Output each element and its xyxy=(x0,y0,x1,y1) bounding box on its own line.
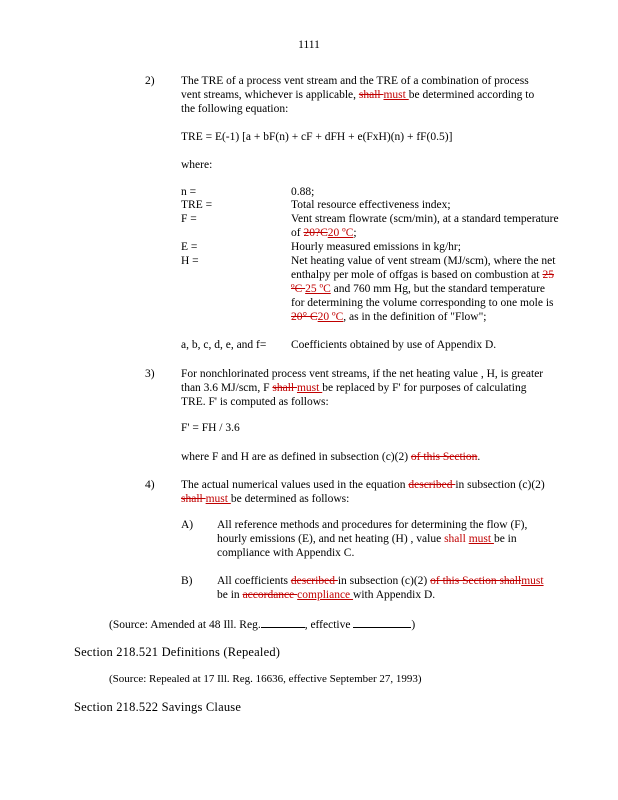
definition-symbol: F = xyxy=(181,213,197,225)
definition-text: Vent stream flowrate (scm/min), at a standard temperature of xyxy=(291,213,559,239)
source-effective-text: , effective xyxy=(304,619,354,631)
sub-a-text-a: All reference methods and procedures for determining the flow (F), hourly emissions (E), and net heating (H) , value xyxy=(217,519,528,545)
item-4-text-c: be determined as follows: xyxy=(230,493,350,505)
item-2-text-b: be determined according to the following equation: xyxy=(181,89,535,115)
item-3-paragraph xyxy=(181,367,546,409)
definition-text: ; xyxy=(353,227,357,239)
item-4-text-b: in subsection (c)(2) xyxy=(455,479,545,491)
item-4-text-a: The actual numerical values used in the equation xyxy=(181,479,409,491)
item-3-insertion: must xyxy=(296,382,323,394)
source-amended-text: (Source: Amended at 48 Ill. Reg. xyxy=(109,619,261,631)
definition-text: Hourly measured emissions in kg/hr; xyxy=(291,241,461,253)
definition-description xyxy=(291,198,561,212)
definition-text: Total resource effectiveness index; xyxy=(291,199,451,211)
sub-b-text-b: in subsection (c)(2) xyxy=(337,575,431,587)
item-2-number: 2) xyxy=(145,75,155,87)
item-3-after-end: . xyxy=(477,451,481,463)
definition-symbol: n = xyxy=(181,186,197,198)
item-2-deletion: shall xyxy=(358,89,384,101)
definition-symbol: a, b, c, d, e, and f= xyxy=(181,339,267,351)
item-3-after-deletion: of this Section xyxy=(410,451,478,463)
definition-description xyxy=(291,240,561,254)
item-2-paragraph xyxy=(181,74,546,116)
definition-symbol: H = xyxy=(181,255,199,267)
definition-description xyxy=(291,185,561,199)
item-3-text-a: For nonchlorinated process vent streams, if the net heating value , H, is greater than 3.6 MJ/scm, F xyxy=(181,368,544,394)
section-521-heading: Section 218.521 Definitions (Repealed) xyxy=(74,645,281,659)
definition-text: , as in the definition of "Flow"; xyxy=(343,311,487,323)
item-4-paragraph xyxy=(181,478,546,506)
sub-b-deletion-4: accordance xyxy=(242,589,298,601)
definition-insertion: 20 ºC xyxy=(327,227,354,239)
f-prime-equation: F' = FH / 3.6 xyxy=(181,422,240,434)
sub-a-label: A) xyxy=(181,519,194,531)
item-4-number: 4) xyxy=(145,479,155,491)
definition-text: Coefficients obtained by use of Appendix D. xyxy=(291,339,497,351)
item-4-deletion-2: shall xyxy=(181,493,206,505)
definition-text: Net heating value of vent stream (MJ/scm), where the net enthalpy per mole of offgas is based on combustion at xyxy=(291,255,556,281)
definition-text: and 760 mm Hg, but the standard temperature for determining the volume corresponding to one mole is xyxy=(291,283,554,309)
where-label: where: xyxy=(181,159,213,171)
definition-description xyxy=(291,338,561,352)
source-amended xyxy=(109,617,415,632)
item-4-deletion-1: described xyxy=(408,479,456,491)
definitions-list xyxy=(181,185,561,355)
definition-deletion: 20?C xyxy=(303,227,328,239)
definition-deletion: 25 ºC xyxy=(291,269,554,295)
sub-b-deletion-3: shall xyxy=(499,575,522,587)
item-3-number: 3) xyxy=(145,368,155,380)
item-3-text-b: be replaced by F' for purposes of calculating TRE. F' is computed as follows: xyxy=(181,382,527,408)
sub-b-text-c: be in xyxy=(217,589,243,601)
definition-insertion: 25 ºC xyxy=(305,283,331,295)
definition-deletion: 20° C xyxy=(291,311,318,323)
definition-text: 0.88; xyxy=(291,186,315,198)
source-close-paren: ) xyxy=(411,619,416,631)
sub-b-text-d: with Appendix D. xyxy=(353,589,436,601)
item-4-insertion: must xyxy=(205,493,231,505)
sub-b-label: B) xyxy=(181,575,193,587)
item-3-after xyxy=(181,450,551,464)
sub-b-insertion-1: must xyxy=(521,575,544,587)
blank-register-number xyxy=(261,617,305,628)
sub-b-deletion-2: of this Section xyxy=(430,575,500,587)
item-3-after-text: where F and H are as defined in subsection (c)(2) xyxy=(181,451,411,463)
sub-a-text-b: be in compliance with Appendix C. xyxy=(217,533,517,559)
tre-equation: TRE = E(-1) [a + bF(n) + cF + dFH + e(FxH)(n) + fF(0.5)] xyxy=(181,131,453,143)
sub-a-paragraph xyxy=(217,518,557,560)
sub-b-text-a: All coefficients xyxy=(217,575,291,587)
page-number: 1111 xyxy=(298,39,320,51)
item-2-text-a: The TRE of a process vent stream and the TRE of a combination of process vent streams, whichever is applicable, xyxy=(181,75,529,101)
definition-symbol: E = xyxy=(181,241,198,253)
sub-b-paragraph xyxy=(217,574,547,602)
sub-a-shall: shall xyxy=(444,533,469,545)
sub-b-deletion-1: described xyxy=(290,575,338,587)
sub-b-insertion-2: compliance xyxy=(297,589,354,601)
section-521-source: (Source: Repealed at 17 Ill. Reg. 16636, effective September 27, 1993) xyxy=(109,673,422,685)
definition-description xyxy=(291,254,561,324)
definition-symbol: TRE = xyxy=(181,199,213,211)
definition-insertion: 20 ºC xyxy=(317,311,344,323)
sub-a-insertion: must xyxy=(468,533,494,545)
item-3-deletion: shall xyxy=(272,382,297,394)
blank-effective-date xyxy=(353,617,411,628)
definition-description xyxy=(291,212,561,240)
item-2-insertion: must xyxy=(383,89,409,101)
section-522-heading: Section 218.522 Savings Clause xyxy=(74,700,242,714)
